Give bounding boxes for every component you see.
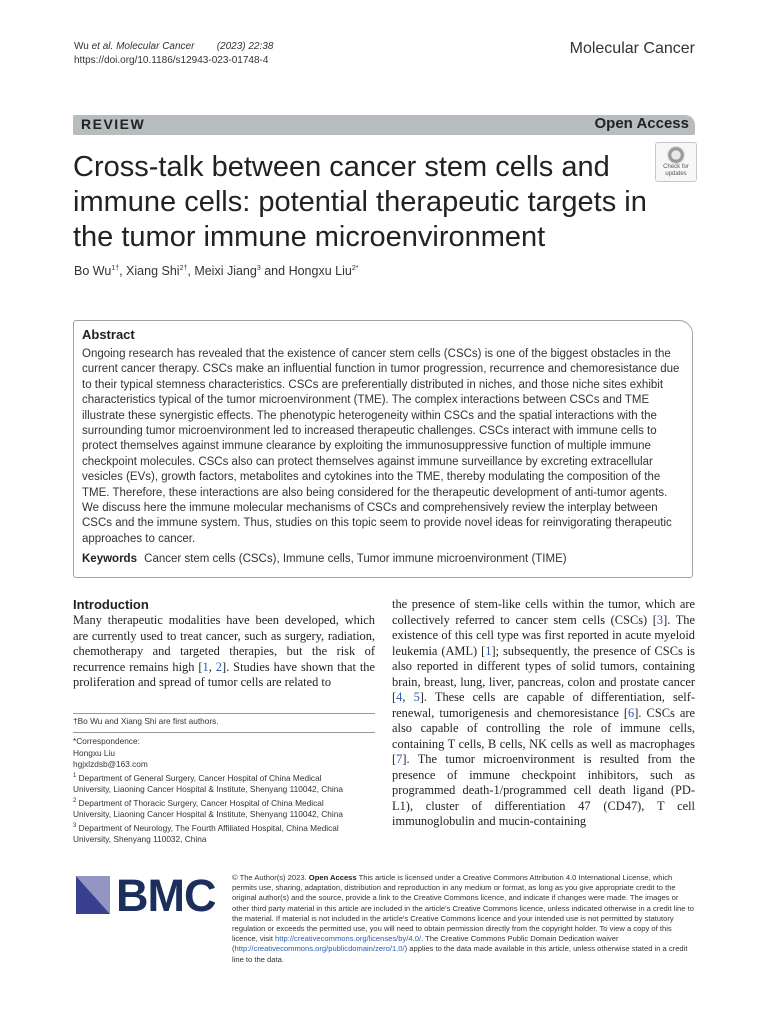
citation-journal: Molecular Cancer xyxy=(116,41,195,52)
intro-column-right xyxy=(392,597,695,830)
author-name: Bo Wu xyxy=(74,264,112,278)
body-text: ]. The tumor microenvironment is resulted from the presence of immune checkpoint inhibitors, such as programmed death-1/programmed cell death ligand (PD-L1), cluster of differentiation 47 (CD47), T cell immunoglobulin and mucin-containing xyxy=(392,752,695,828)
license-copyright: © The Author(s) 2023. xyxy=(232,873,309,882)
affiliation-1 xyxy=(73,771,375,784)
author-separator: and xyxy=(260,264,289,278)
body-text: ]. These cells are capable of differentiation, self-renewal, tumorigenesis and chemoresistance [ xyxy=(392,690,696,720)
reference-link[interactable]: 7 xyxy=(396,752,403,766)
bmc-logo-text: BMC xyxy=(116,870,216,921)
body-text: ]. CSCs are also capable of controlling the role of immune cells, containing T cells, B cells, NK cells as well as macrophages [ xyxy=(392,705,695,766)
check-for-updates-icon xyxy=(667,146,685,164)
author-name: Xiang Shi xyxy=(126,264,180,278)
keywords-line xyxy=(82,553,567,565)
correspondence-block xyxy=(73,736,375,846)
affiliation-number: 2 xyxy=(73,797,77,804)
correspondence-name: Hongxu Liu xyxy=(73,747,115,758)
author-affiliation: 3 xyxy=(256,264,261,272)
affiliation-text: Department of General Surgery, Cancer Hospital of China Medical xyxy=(76,772,322,783)
author-separator: , xyxy=(187,264,195,278)
affiliation-1-cont: University, Liaoning Cancer Hospital & Institute, Shenyang 110042, China xyxy=(73,784,343,795)
citation-authors: Wu xyxy=(74,41,89,52)
author-affiliation: 2* xyxy=(351,264,359,272)
license-body: ) applies to the data made available in this article, unless otherwise stated in a credit line to the data. xyxy=(232,944,688,964)
body-text: , xyxy=(402,690,414,704)
author-separator: , xyxy=(119,264,127,278)
affiliation-3-cont: University, Shenyang 110032, China xyxy=(73,834,207,845)
affiliation-number: 1 xyxy=(73,772,77,779)
affiliation-2 xyxy=(73,796,375,809)
check-for-updates-badge[interactable] xyxy=(655,142,697,182)
license-text xyxy=(232,873,694,965)
correspondence-label: *Correspondence: xyxy=(73,736,140,746)
article-type-label: REVIEW xyxy=(81,116,146,132)
reference-link[interactable]: 3 xyxy=(656,612,664,627)
affiliation-2-cont: University, Liaoning Cancer Hospital & Institute, Shenyang 110042, China xyxy=(73,809,343,820)
introduction-heading: Introduction xyxy=(73,597,149,612)
affiliation-text: Department of Thoracic Surgery, Cancer Hospital of China Medical xyxy=(76,797,324,808)
abstract-text: Ongoing research has revealed that the existence of cancer stem cells (CSCs) is one of the biggest obstacles in the current cancer therapy. CSCs make an influential function in tumor progression, recurrence and chemoresistance due to their typical stemness characteristics. CSCs are preferentially distributed in niches, and those niche sites exhibit characteristics typical of the tumor microenvironment (TME). The complex interactions between CSCs and TME illustrate these synergistic effects. The phenotypic heterogeneity within CSCs and the spatial interactions with the surrounding tumor microenvironment led to increased therapeutic challenges. CSCs interact with immune cells to protect themselves against immune clearance by exploiting the immunosuppressive function of multiple immune checkpoint molecules. CSCs also can protect themselves against immune surveillance by excreting extracellular vesicles (EVs), growth factors, metabolites and cytokines into the TME, thereby modulating the composition of the TME. Therefore, these interactions are also being considered for the therapeutic development of anti-tumor agents. We discuss here the immune molecular mechanisms of CSCs and comprehensively review the interplay between CSCs and the immune system. Thus, studies on this topic seem to provide novel ideas for reinvigorating therapeutic approaches to cancer. xyxy=(82,348,680,545)
equal-contribution-note: †Bo Wu and Xiang Shi are first authors. xyxy=(73,716,219,726)
body-text: ]; subsequently, the presence of CSCs is also reported in different types of solid tumors, containing brain, breast, lung, liver, pancreas, colon and prostate cancer [ xyxy=(392,643,695,704)
check-line-1: Check for xyxy=(663,164,689,170)
keywords-text: Cancer stem cells (CSCs), Immune cells, Tumor immune microenvironment (TIME) xyxy=(144,553,567,565)
article-title: Cross-talk between cancer stem cells and immune cells: potential therapeutic targets in the tumor immune microenvironment xyxy=(73,151,647,253)
reference-link[interactable]: 1 xyxy=(202,659,209,674)
license-body: . The Creative Commons Public Domain Dedication waiver ( xyxy=(232,934,619,954)
public-domain-link[interactable]: http://creativecommons.org/publicdomain/zero/1.0/ xyxy=(234,944,405,954)
license-open-access: Open Access xyxy=(308,873,357,882)
author-name: Meixi Jiang xyxy=(194,264,257,278)
citation-year-volume: (2023) 22:38 xyxy=(216,41,274,52)
reference-link[interactable]: 4 xyxy=(396,690,403,704)
author-affiliation: 2† xyxy=(179,264,188,272)
doi-link[interactable]: https://doi.org/10.1186/s12943-023-01748-4 xyxy=(74,55,269,66)
body-text: Many therapeutic modalities have been developed, which are currently used to treat cancer, such as surgery, radiation, chemotherapy and targeted therapies, but the risk of recurrence remains high [ xyxy=(73,613,375,674)
running-header-citation xyxy=(74,40,273,68)
intro-column-left xyxy=(73,613,375,691)
reference-link[interactable]: 5 xyxy=(413,690,420,704)
affiliation-text: Department of Neurology, The Fourth Affiliated Hospital, China Medical xyxy=(76,822,339,833)
license-body: This article is licensed under a Creative Commons Attribution 4.0 International License, which permits use, sharing, adaptation, distribution and reproduction in any medium or format, as long as you give appropriate credit to the original author(s) and the source, provide a link to the Creative Commons licence, and indicate if changes were made. The images or other third party material in this article are included in the article's Creative Commons licence, unless indicated otherwise in a credit line to the material. If material is not included in the article's Creative Commons licence and your intended use is not permitted by statutory regulation or exceeds the permitted use, you will need to obtain permission directly from the copyright holder. To view a copy of this licence, visit xyxy=(232,873,694,944)
reference-link[interactable]: 6 xyxy=(628,705,635,720)
author-affiliation: 1† xyxy=(111,264,120,272)
journal-name: Molecular Cancer xyxy=(569,40,695,57)
bmc-logo-mark-icon xyxy=(76,876,110,914)
open-access-label: Open Access xyxy=(594,115,689,132)
affiliation-3 xyxy=(73,821,375,834)
reference-link[interactable]: 1 xyxy=(485,643,492,658)
abstract-heading: Abstract xyxy=(82,327,135,342)
bmc-logo xyxy=(76,870,218,921)
reference-link[interactable]: 2 xyxy=(215,659,222,674)
license-link[interactable]: http://creativecommons.org/licenses/by/4.0/ xyxy=(275,934,422,944)
check-line-2: updates xyxy=(665,171,687,177)
keywords-label: Keywords xyxy=(82,553,137,565)
abstract-box xyxy=(73,320,693,578)
author-list xyxy=(74,264,358,278)
body-text: ]. The existence of this cell type was first reported in acute myeloid leukemia (AML) [ xyxy=(392,612,695,658)
footnote-divider xyxy=(73,732,375,733)
affiliation-number: 3 xyxy=(73,822,77,829)
body-text: the presence of stem-like cells within the tumor, which are collectively referred to cancer stem cells (CSCs) [ xyxy=(392,597,695,627)
article-type-banner xyxy=(73,115,695,135)
footnote-divider xyxy=(73,713,375,714)
author-name: Hongxu Liu xyxy=(288,264,352,278)
body-text: ]. Studies have shown that the proliferation and spread of tumor cells are related to xyxy=(73,659,375,689)
correspondence-email[interactable]: hgjxlzdsb@163.com xyxy=(73,759,148,770)
citation-etal: et al. xyxy=(91,41,114,52)
body-text: , xyxy=(208,659,216,674)
